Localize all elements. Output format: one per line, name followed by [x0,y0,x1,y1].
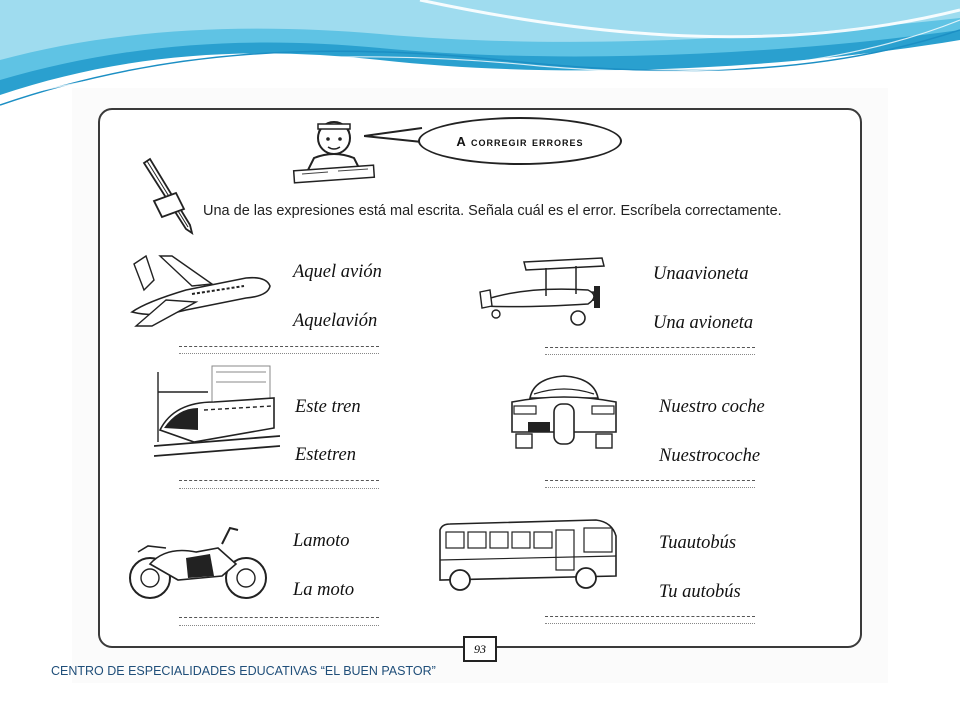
option-text: Unaavioneta [653,264,749,284]
option-text: Tuautobús [659,533,737,553]
motorcycle-icon [126,524,270,604]
answer-line-guide [545,623,755,624]
answer-line[interactable] [545,480,755,481]
option-text: La moto [293,580,355,600]
answer-line[interactable] [545,347,755,348]
option-text: Nuestrocoche [659,446,761,466]
biplane-icon [476,256,610,328]
answer-line-guide [179,625,379,626]
worksheet-title: A corregir errores [456,133,584,149]
title-bubble [418,117,622,165]
pencil-eraser-icon [140,155,202,235]
option-text: Estetren [295,445,356,465]
option-text: Aquel avión [293,262,382,282]
option-text: Aquelavión [293,311,378,331]
option-text: Lamoto [293,531,350,551]
answer-line-guide [179,353,379,354]
page-number: 93 [463,636,497,662]
speech-bubble-tail [364,122,424,152]
car-icon [508,372,620,454]
option-text: Tu autobús [659,582,741,602]
airplane-icon [126,250,272,330]
option-text: Una avioneta [653,313,754,333]
answer-line[interactable] [545,616,755,617]
footer-text: CENTRO DE ESPECIALIDADES EDUCATIVAS “EL BUEN PASTOR” [51,664,436,678]
train-icon [154,362,280,462]
answer-line[interactable] [179,480,379,481]
answer-line-guide [545,354,755,355]
bus-icon [436,516,620,598]
answer-line[interactable] [179,346,379,347]
answer-line-guide [179,488,379,489]
option-text: Este tren [295,397,361,417]
answer-line-guide [545,487,755,488]
answer-line[interactable] [179,617,379,618]
instruction-text: Una de las expresiones está mal escrita. Señala cuál es el error. Escríbela correctamente. [203,203,782,219]
option-text: Nuestro coche [659,397,765,417]
